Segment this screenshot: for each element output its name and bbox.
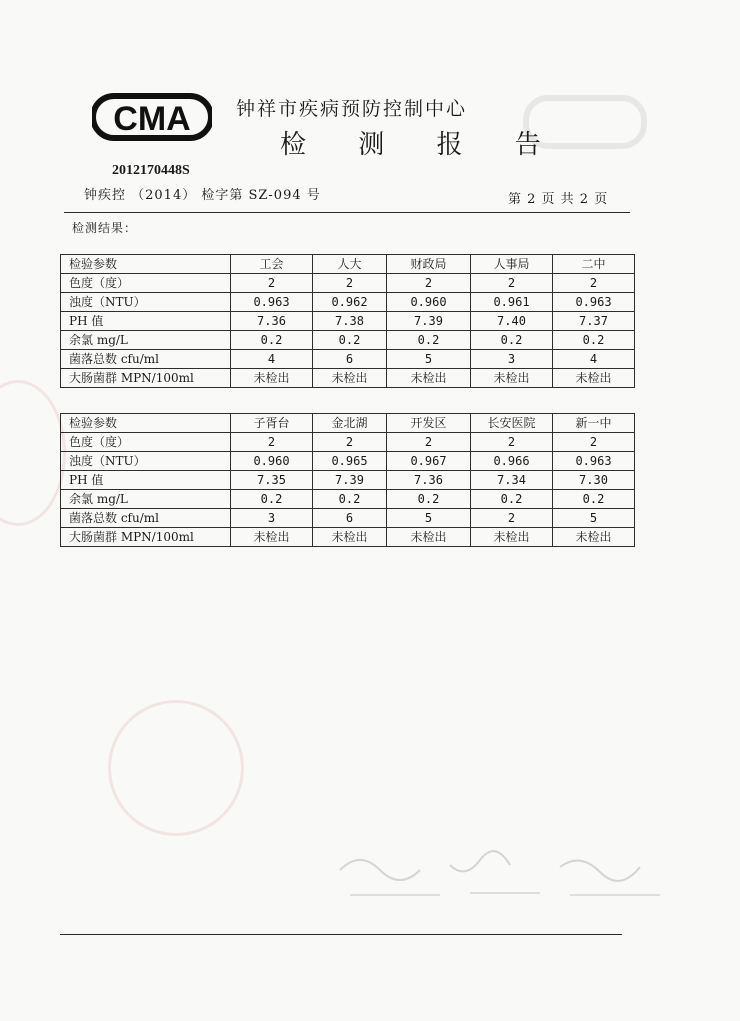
table-cell: 7.30	[553, 471, 635, 490]
table-header-row	[61, 414, 635, 433]
table-cell: 2	[471, 433, 553, 452]
table-cell: 0.2	[553, 490, 635, 509]
table-cell: 未检出	[553, 369, 635, 388]
table-cell: 0.963	[231, 293, 313, 312]
table-cell: 0.963	[553, 293, 635, 312]
table-cell: 7.38	[313, 312, 387, 331]
table-cell: 7.35	[231, 471, 313, 490]
table-header-cell: 检验参数	[61, 414, 231, 433]
table-header-cell: 金北湖	[313, 414, 387, 433]
table-cell: 未检出	[231, 369, 313, 388]
table-cell: 2	[553, 274, 635, 293]
table-cell: 0.2	[553, 331, 635, 350]
table-cell: 0.2	[231, 331, 313, 350]
organization-name: 钟祥市疾病预防控制中心	[236, 98, 468, 120]
table-row	[61, 331, 635, 350]
table-cell: 0.2	[231, 490, 313, 509]
report-title: 检 测 报 告	[280, 130, 563, 160]
table-cell: 2	[471, 274, 553, 293]
results-label: 检测结果：	[72, 221, 138, 235]
table-row	[61, 509, 635, 528]
faint-stamp-edge-icon	[0, 380, 66, 526]
faint-signature-icon	[330, 845, 690, 905]
table-cell: 3	[231, 509, 313, 528]
table-cell: 6	[313, 509, 387, 528]
header-rule	[64, 212, 630, 213]
table-row	[61, 293, 635, 312]
document-number: 钟疾控 （2014） 检字第 SZ-094 号	[84, 188, 321, 203]
table-cell: 0.2	[387, 331, 471, 350]
table-cell: 0.960	[231, 452, 313, 471]
table-cell: 4	[553, 350, 635, 369]
table-cell: 0.2	[313, 331, 387, 350]
table-cell: 余氯 mg/L	[61, 331, 231, 350]
table-cell: 0.2	[471, 490, 553, 509]
table-header-cell: 二中	[553, 255, 635, 274]
table-cell: 5	[387, 350, 471, 369]
cert-number: 2012170448S	[112, 163, 190, 178]
table-cell: 菌落总数 cfu/ml	[61, 509, 231, 528]
table-cell: 大肠菌群 MPN/100ml	[61, 369, 231, 388]
table-cell: 7.39	[387, 312, 471, 331]
table-cell: 未检出	[387, 369, 471, 388]
faint-stamp-icon	[108, 700, 244, 836]
table-header-cell: 人大	[313, 255, 387, 274]
table-cell: 大肠菌群 MPN/100ml	[61, 528, 231, 547]
table-cell: 2	[387, 274, 471, 293]
table-row	[61, 433, 635, 452]
table-cell: 未检出	[553, 528, 635, 547]
table-header-cell: 长安医院	[471, 414, 553, 433]
table-cell: 色度（度）	[61, 274, 231, 293]
table-cell: 色度（度）	[61, 433, 231, 452]
logo-text: CMA	[113, 100, 191, 138]
table-row	[61, 471, 635, 490]
table-row	[61, 312, 635, 331]
table-cell: 7.36	[387, 471, 471, 490]
table-cell: 2	[313, 433, 387, 452]
table-cell: 0.2	[387, 490, 471, 509]
page-info: 第 2 页 共 2 页	[508, 192, 609, 207]
table-cell: 7.34	[471, 471, 553, 490]
table-cell: 0.965	[313, 452, 387, 471]
table-cell: 0.2	[313, 490, 387, 509]
table-cell: 0.962	[313, 293, 387, 312]
table-cell: 2	[313, 274, 387, 293]
table-cell: 0.967	[387, 452, 471, 471]
table-cell: 余氯 mg/L	[61, 490, 231, 509]
table-cell: 浊度（NTU）	[61, 452, 231, 471]
table-header-cell: 开发区	[387, 414, 471, 433]
table-cell: 0.2	[471, 331, 553, 350]
table-cell: 未检出	[231, 528, 313, 547]
table-cell: 未检出	[471, 528, 553, 547]
table-cell: PH 值	[61, 312, 231, 331]
table-cell: 0.963	[553, 452, 635, 471]
table-row	[61, 490, 635, 509]
table-cell: 7.37	[553, 312, 635, 331]
table-cell: 2	[231, 274, 313, 293]
table-cell: 0.966	[471, 452, 553, 471]
table-row	[61, 369, 635, 388]
results-table-1	[60, 254, 635, 388]
table-cell: 未检出	[313, 528, 387, 547]
table-header-cell: 财政局	[387, 255, 471, 274]
table-cell: 2	[553, 433, 635, 452]
table-cell: 2	[387, 433, 471, 452]
table-cell: 2	[231, 433, 313, 452]
table-cell: 6	[313, 350, 387, 369]
table-row	[61, 452, 635, 471]
table-row	[61, 350, 635, 369]
cma-logo-icon	[92, 92, 212, 142]
footer-rule	[60, 934, 622, 935]
table-cell: 菌落总数 cfu/ml	[61, 350, 231, 369]
table-cell: 3	[471, 350, 553, 369]
table-cell: 7.40	[471, 312, 553, 331]
table-row	[61, 528, 635, 547]
table-cell: 2	[471, 509, 553, 528]
table-header-cell: 新一中	[553, 414, 635, 433]
table-header-cell: 子胥台	[231, 414, 313, 433]
table-cell: 0.961	[471, 293, 553, 312]
table-cell: 未检出	[387, 528, 471, 547]
table-cell: 5	[387, 509, 471, 528]
table-cell: PH 值	[61, 471, 231, 490]
table-cell: 未检出	[313, 369, 387, 388]
table-cell: 4	[231, 350, 313, 369]
table-header-cell: 工会	[231, 255, 313, 274]
table-cell: 7.36	[231, 312, 313, 331]
table-row	[61, 274, 635, 293]
table-header-row	[61, 255, 635, 274]
table-header-cell: 检验参数	[61, 255, 231, 274]
table-cell: 7.39	[313, 471, 387, 490]
table-cell: 未检出	[471, 369, 553, 388]
table-cell: 0.960	[387, 293, 471, 312]
table-cell: 5	[553, 509, 635, 528]
table-cell: 浊度（NTU）	[61, 293, 231, 312]
table-header-cell: 人事局	[471, 255, 553, 274]
results-table-2	[60, 413, 635, 547]
